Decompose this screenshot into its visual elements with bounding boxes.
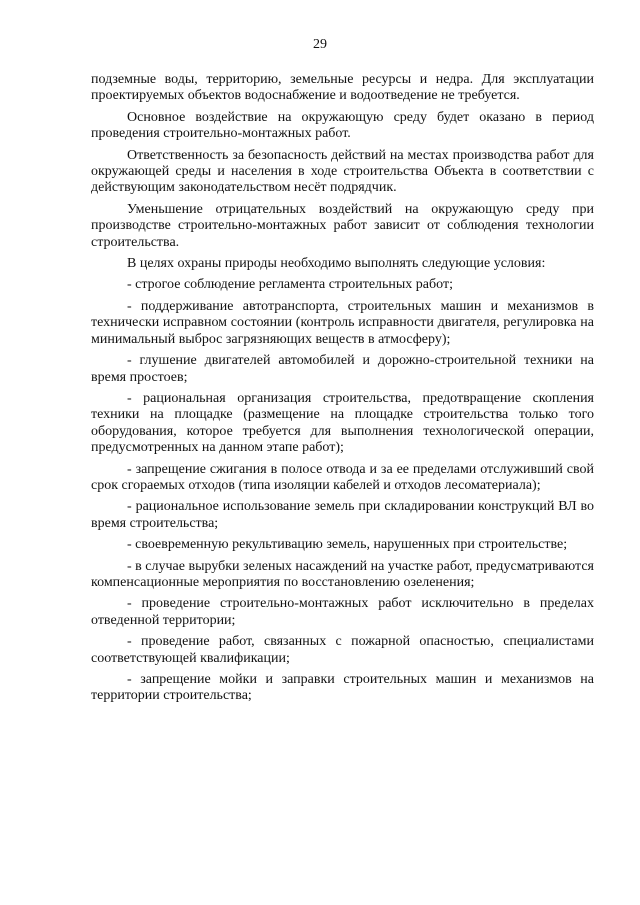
paragraph-continuation: подземные воды, территорию, земельные ресурсы и недра. Для эксплуатации проектируемых объектов водоснабжение и водоотведение не требуется.: [91, 72, 594, 104]
paragraph-main-impact: Основное воздействие на окружающую среду будет оказано в период проведения строительно-монтажных работ.: [91, 109, 594, 142]
list-item-fire-safety: - проведение работ, связанных с пожарной опасностью, специалистами соответствующей квалификации;: [91, 634, 594, 666]
list-item-vehicle-maintenance: - поддерживание автотранспорта, строительных машин и механизмов в технически исправном состоянии (контроль исправности двигателя, регулировка на минимальный выброс загрязняющих веществ в атмосферу);: [91, 298, 594, 347]
document-body: [91, 72, 594, 710]
list-item-washing-ban: - запрещение мойки и заправки строительных машин и механизмов на территории строительства;: [91, 672, 594, 704]
list-item-recultivation: - своевременную рекультивацию земель, нарушенных при строительстве;: [127, 537, 568, 553]
list-item-land-use: - рациональное использование земель при складировании конструкций ВЛ во время строительства;: [91, 499, 594, 531]
list-item-engine-shutdown: - глушение двигателей автомобилей и дорожно-строительной техники на время простоев;: [91, 353, 594, 385]
paragraph-conditions-intro: В целях охраны природы необходимо выполнять следующие условия:: [127, 256, 546, 272]
paragraph-responsibility: Ответственность за безопасность действий на местах производства работ для окружающей среды и населения в ходе строительства Объекта в соответствии с действующим законодательством несёт подрядчик.: [91, 147, 594, 196]
page-number: 29: [313, 37, 327, 52]
list-item-burning-ban: - запрещение сжигания в полосе отвода и за ее пределами отслуживший свой срок сгораемых отходов (типа изоляции кабелей и отходов лесоматериала);: [91, 461, 594, 493]
list-item-site-organization: - рациональная организация строительства, предотвращение скопления техники на площадке (размещение на площадке строительства только того оборудования, которое требуется для выполнения технологической операции, предусмотренных на данном этапе работ);: [91, 390, 594, 456]
list-item-regulations: - строгое соблюдение регламента строительных работ;: [127, 277, 453, 293]
list-item-territory-limits: - проведение строительно-монтажных работ исключительно в пределах отведенной территории;: [91, 596, 594, 628]
paragraph-impact-reduction: Уменьшение отрицательных воздействий на окружающую среду при производстве строительно-монтажных работ зависит от соблюдения технологии строительства.: [91, 201, 594, 250]
list-item-compensation-greening: - в случае вырубки зеленых насаждений на участке работ, предусматриваются компенсационные мероприятия по восстановлению озеленения;: [91, 558, 594, 590]
